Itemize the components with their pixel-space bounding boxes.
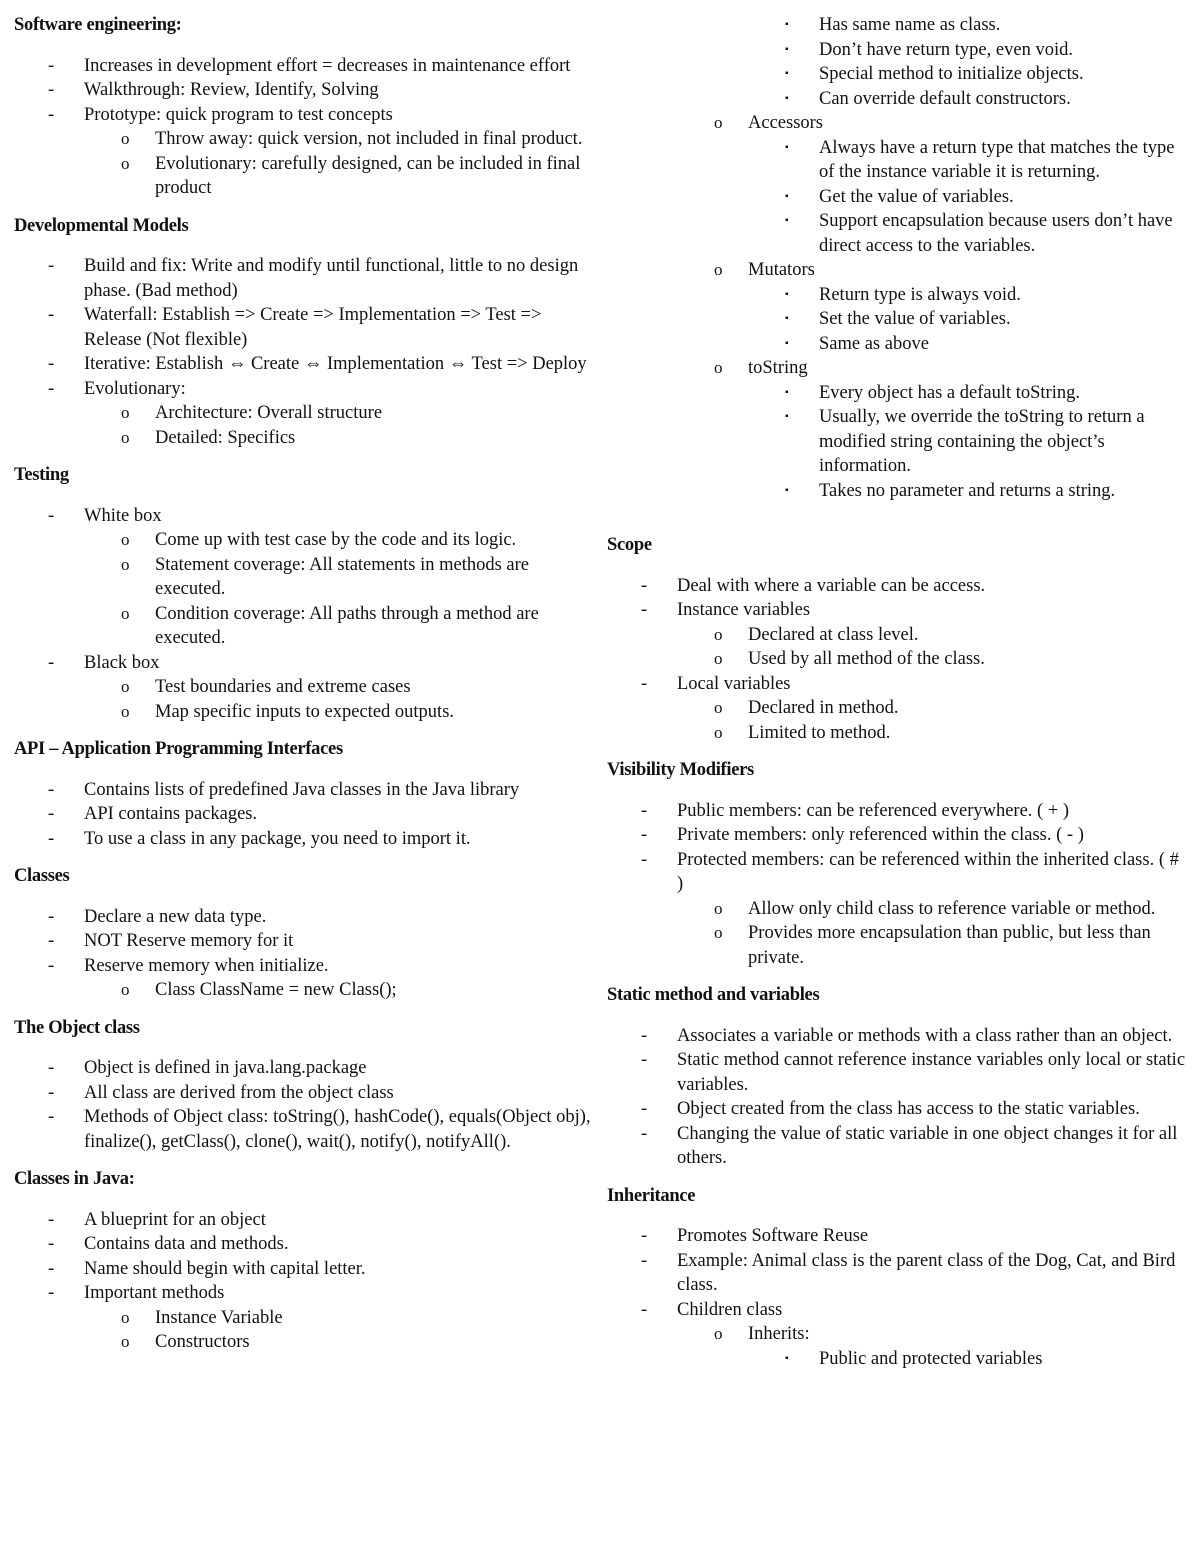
list-item: - Prototype: quick program to test concepts [14,103,594,128]
section-software-engineering [14,13,594,201]
dash-bullet-icon: - [48,378,55,399]
list-item: - Methods of Object class: toString(), hashCode(), equals(Object obj), finalize(), getClass(), clone(), wait(), notify(), notifyAll(). [48,1107,591,1152]
dash-bullet-icon: - [48,779,55,800]
list-item: - Example: Animal class is the parent class of the Dog, Cat, and Bird class. [641,1250,1176,1295]
dash-bullet-icon: - [641,1299,648,1320]
sub-list-item: o Limited to method. [607,721,1187,746]
bullet-list [607,13,1187,503]
square-bullet-icon: ▪ [785,411,789,422]
circle-bullet-icon: o [121,1307,130,1327]
bullet-list [607,1024,1187,1171]
section-classes-in-java-continued [607,13,1187,503]
section-heading: Classes in Java: [14,1169,135,1189]
circle-bullet-icon: o [714,649,723,668]
section-heading: Classes [14,866,70,886]
bullet-list [14,905,594,1003]
dash-bullet-icon: - [48,955,55,976]
dash-bullet-icon: - [48,828,55,849]
list-item: - Declare a new data type. [14,905,594,930]
section-object-class [14,1016,594,1155]
dash-bullet-icon: - [641,1226,648,1246]
square-bullet-icon: ▪ [785,484,789,496]
square-bullet-icon: ▪ [785,337,789,349]
list-item: - Private members: only referenced within the class. ( - ) [607,823,1187,848]
sub-list-item: o Provides more encapsulation than public, but less than private. [714,923,1151,968]
sub-list-item: o Throw away: quick version, not included in final product. [14,127,594,152]
sub-list-item: o Allow only child class to reference variable or method. [607,897,1187,922]
dash-bullet-icon: - [48,305,55,325]
dash-bullet-icon: - [48,354,55,374]
sub-sub-list-item: ▪ Has same name as class. [607,13,1187,38]
circle-bullet-icon: o [714,923,723,942]
right-column [607,13,1187,1384]
circle-bullet-icon: o [121,980,130,999]
sub-list-item: o Used by all method of the class. [607,647,1187,672]
sub-sub-list-item: ▪ Get the value of variables. [607,185,1187,210]
circle-bullet-icon: o [121,1332,130,1351]
section-heading: Testing [14,465,69,485]
circle-bullet-icon: o [714,722,723,742]
list-item: - Waterfall: Establish => Create => Implementation => Test => Release (Not flexible) [48,305,542,350]
sub-sub-list-item: ▪ Takes no parameter and returns a string. [607,479,1187,504]
dash-bullet-icon: - [641,1025,648,1046]
list-item: - Static method cannot reference instance variables only local or static variables. [641,1050,1186,1095]
sub-list-item: o Map specific inputs to expected outputs. [14,700,594,725]
section-heading: The Object class [14,1017,140,1038]
bullet-list [14,1056,594,1154]
list-item: - Evolutionary: [14,377,594,402]
section-developmental-models [14,214,594,451]
square-bullet-icon: ▪ [785,386,789,398]
sub-list-item: o Test boundaries and extreme cases [14,675,594,700]
dash-bullet-icon: - [48,1209,55,1230]
list-item: - Iterative: Establish ⇔ Create ⇔ Implementation ⇔ Test => Deploy [14,352,594,377]
circle-bullet-icon: o [121,530,130,549]
list-item: - Increases in development effort = decreases in maintenance effort [14,54,594,79]
sub-sub-list-item: ▪ Return type is always void. [607,283,1187,308]
sub-sub-list-item: ▪ Every object has a default toString. [607,381,1187,406]
list-item: - All class are derived from the object class [14,1081,594,1106]
sub-list-item: o Come up with test case by the code and its logic. [14,528,594,553]
circle-bullet-icon: o [714,260,723,279]
square-bullet-icon: ▪ [785,190,789,202]
bullet-list [607,799,1187,971]
list-item: - Changing the value of static variable in one object changes it for all others. [641,1123,1178,1168]
section-heading: API – Application Programming Interfaces [14,739,343,759]
circle-bullet-icon: o [121,129,130,148]
section-heading: Visibility Modifiers [607,760,754,780]
list-item: - Deal with where a variable can be access. [607,574,1187,599]
sub-list-item: o Declared at class level. [607,623,1187,648]
bullet-list [14,54,594,201]
sub-list-item: o Evolutionary: carefully designed, can be included in final product [121,153,581,198]
sub-sub-list-item: ▪ Set the value of variables. [607,307,1187,332]
list-item: - Local variables [607,672,1187,697]
section-visibility-modifiers [607,758,1187,970]
dash-bullet-icon: - [48,1058,55,1078]
sub-list-item: o Condition coverage: All paths through a method are executed. [121,603,539,648]
dash-bullet-icon: - [641,849,648,870]
dash-bullet-icon: - [48,652,55,673]
sub-list-item: o Constructors [14,1330,594,1355]
section-heading: Inheritance [607,1185,696,1206]
square-bullet-icon: ▪ [785,141,789,153]
list-item: - Promotes Software Reuse [607,1224,1187,1249]
sub-sub-list-item: ▪ Support encapsulation because users don’t have direct access to the variables. [785,211,1173,256]
circle-bullet-icon: o [121,427,130,447]
dash-bullet-icon: - [48,1283,55,1303]
circle-bullet-icon: o [714,1324,723,1343]
dash-bullet-icon: - [48,104,55,125]
section-static [607,983,1187,1171]
list-item: - Black box [14,651,594,676]
section-api [14,737,594,851]
sub-list-item: o toString [607,356,1187,381]
left-column [14,13,594,1368]
circle-bullet-icon: o [714,624,723,644]
section-scope [607,533,1187,745]
dash-bullet-icon: - [48,906,55,927]
list-item: - Object is defined in java.lang.package [14,1056,594,1081]
dash-bullet-icon: - [641,600,648,620]
section-heading: Scope [607,535,652,555]
sub-list-item: o Detailed: Specifics [14,426,594,451]
square-bullet-icon: ▪ [785,313,789,324]
sub-sub-list-item: ▪ Same as above [607,332,1187,357]
list-item: - White box [14,504,594,529]
circle-bullet-icon: o [714,898,723,918]
circle-bullet-icon: o [121,554,130,574]
bullet-list [607,1224,1187,1371]
section-testing [14,463,594,724]
sub-sub-list-item: ▪ Don’t have return type, even void. [607,38,1187,63]
sub-sub-list-item: ▪ Can override default constructors. [607,87,1187,112]
dash-bullet-icon: - [641,673,648,694]
sub-sub-list-item: ▪ Always have a return type that matches the type of the instance variable it is returning. [785,137,1175,182]
section-heading: Software engineering: [14,15,182,35]
list-item: - Name should begin with capital letter. [14,1257,594,1282]
list-item: - Build and fix: Write and modify until functional, little to no design phase. (Bad method) [48,256,579,301]
list-item: - API contains packages. [14,802,594,827]
circle-bullet-icon: o [714,698,723,717]
sub-list-item: o Architecture: Overall structure [14,401,594,426]
list-item: - Walkthrough: Review, Identify, Solving [14,78,594,103]
dash-bullet-icon: - [641,1123,648,1144]
section-classes [14,864,594,1003]
sub-list-item: o Accessors [607,111,1187,136]
section-classes-in-java [14,1167,594,1355]
dash-bullet-icon: - [48,1082,55,1103]
dash-bullet-icon: - [48,1107,55,1127]
list-item: - To use a class in any package, you need to import it. [14,827,594,852]
bullet-list [14,504,594,725]
list-item: - Protected members: can be referenced within the inherited class. ( # ) [641,849,1179,894]
dash-bullet-icon: - [641,1050,648,1070]
list-item: - Associates a variable or methods with a class rather than an object. [607,1024,1187,1049]
dash-bullet-icon: - [48,80,55,100]
list-item: - Important methods [14,1281,594,1306]
circle-bullet-icon: o [121,677,130,696]
sub-list-item: o Mutators [607,258,1187,283]
square-bullet-icon: ▪ [785,43,789,55]
list-item: - Instance variables [607,598,1187,623]
section-heading: Static method and variables [607,985,820,1005]
dash-bullet-icon: - [48,55,55,76]
circle-bullet-icon: o [121,603,130,623]
square-bullet-icon: ▪ [785,68,789,79]
dash-bullet-icon: - [48,1234,55,1254]
dash-bullet-icon: - [48,505,55,526]
section-inheritance [607,1184,1187,1372]
sub-list-item: o Class ClassName = new Class(); [14,978,594,1003]
list-item: - NOT Reserve memory for it [14,929,594,954]
sub-sub-list-item: ▪ Public and protected variables [607,1347,1187,1372]
circle-bullet-icon: o [714,113,723,132]
sub-sub-list-item: ▪ Special method to initialize objects. [607,62,1187,87]
list-item: - Object created from the class has access to the static variables. [607,1097,1187,1122]
dash-bullet-icon: - [641,1099,648,1119]
bullet-list [14,778,594,852]
square-bullet-icon: ▪ [785,288,789,300]
list-item: - A blueprint for an object [14,1208,594,1233]
dash-bullet-icon: - [641,800,648,821]
circle-bullet-icon: o [121,701,130,721]
circle-bullet-icon: o [121,403,130,422]
list-item: - Public members: can be referenced everywhere. ( + ) [607,799,1187,824]
section-heading: Developmental Models [14,215,189,236]
sub-list-item: o Inherits: [607,1322,1187,1347]
square-bullet-icon: ▪ [785,215,789,226]
sub-list-item: o Instance Variable [14,1306,594,1331]
bullet-list [14,1208,594,1355]
list-item: - Contains lists of predefined Java classes in the Java library [14,778,594,803]
circle-bullet-icon: o [121,153,130,173]
list-item: - Contains data and methods. [14,1232,594,1257]
dash-bullet-icon: - [48,804,55,824]
sub-sub-list-item: ▪ Usually, we override the toString to return a modified string containing the object’s information. [785,407,1145,476]
dash-bullet-icon: - [48,1258,55,1279]
list-item: - Reserve memory when initialize. [14,954,594,979]
bullet-list [14,254,594,450]
square-bullet-icon: ▪ [785,92,789,104]
circle-bullet-icon: o [714,358,723,377]
dash-bullet-icon: - [641,825,648,845]
dash-bullet-icon: - [48,256,55,276]
list-item: - Children class [607,1298,1187,1323]
dash-bullet-icon: - [48,931,55,951]
sub-list-item: o Statement coverage: All statements in methods are executed. [121,554,530,599]
dash-bullet-icon: - [641,1250,648,1271]
square-bullet-icon: ▪ [785,19,789,30]
dash-bullet-icon: - [641,575,648,596]
bullet-list [607,574,1187,746]
square-bullet-icon: ▪ [785,1352,789,1364]
sub-list-item: o Declared in method. [607,696,1187,721]
